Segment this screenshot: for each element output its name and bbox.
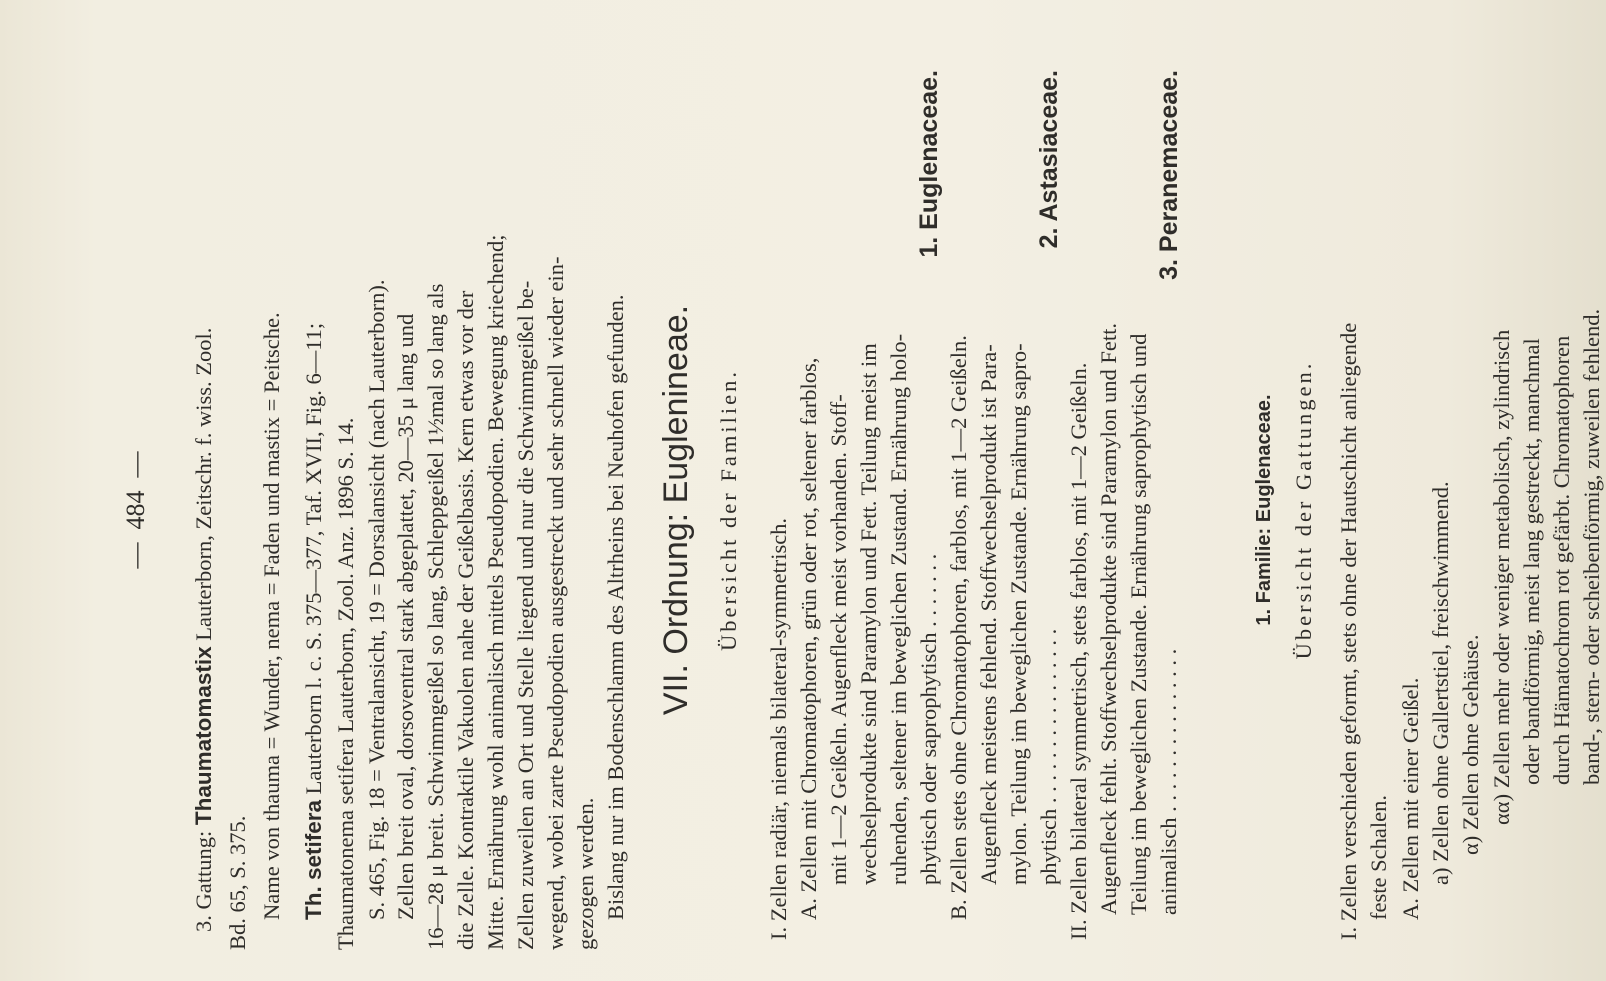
family-astasiaceae: 2. Astasiaceae. [1035, 70, 1063, 249]
order-subtitle: Übersicht der Familien. [716, 368, 741, 652]
family-line-9: band-, stern- oder scheibenförmig, zuweilen fehlend. [1579, 308, 1604, 785]
species-name: Th. setifera [301, 799, 326, 920]
order-line-14: animalisch . . . . . . . . . . . . . . . 3. Peranemaceae. [1155, 70, 1183, 915]
species-line-8: Zellen zuweilen an Ort und Stelle liegend und nur die Schwimmgeißel be- [513, 280, 538, 950]
genus-line-1: 3. Gattung: Thaumatomastix Lauterborn, Zeitschr. f. wiss. Zool. [191, 327, 216, 932]
family-line-8: durch Hämatochrom rot gefärbt. Chromatophoren [1549, 335, 1574, 785]
species-line-10: gezogen werden. [573, 797, 598, 950]
order-title: VII. Ordnung: Euglenineae. [657, 304, 695, 716]
family-line-2: feste Schalen. [1366, 795, 1391, 920]
family-line-5: α) Zellen ohne Gehäuse. [1458, 634, 1483, 855]
order-line-11: II. Zellen bilateral symmetrisch, stets farblos, mit 1—2 Geißeln. [1066, 362, 1091, 940]
order-line-8: Augenfleck meistens fehlend. Stoffwechselprodukt ist Para- [976, 344, 1001, 885]
order-line-2: A. Zellen mit Chromatophoren, grün oder rot, seltener farblos, [796, 357, 821, 920]
order-line-9: mylon. Teilung im beweglichen Zustande. Ernährung sapro- [1006, 343, 1031, 885]
family-peranemaceae: 3. Peranemaceae. [1155, 70, 1183, 280]
species-line-4: Zellen breit oval, dorsoventral stark abgeplattet, 20—35 μ lang und [393, 313, 418, 920]
species-line-2: Thaumatonema setifera Lauterborn, Zool. Anz. 1896 S. 14. [333, 417, 358, 950]
family-line-7: oder bandförmig, meist lang gestreckt, manchmal [1519, 338, 1544, 785]
species-line-3: S. 465, Fig. 18 = Ventralansicht, 19 = Dorsalansicht (nach Lauterborn). [364, 279, 389, 920]
order-line-5: ruhenden, seltener im beweglichen Zustand. Ernährung holo- [886, 333, 911, 885]
family-euglenaceae: 1. Euglenaceae. [915, 70, 943, 258]
order-line-4: wechselprodukte sind Paramylon und Fett. Teilung meist im [856, 343, 881, 885]
genus-line-2: Bd. 65, S. 375. [225, 815, 250, 950]
order-line-3: mit 1—2 Geißeln. Augenfleck meist vorhanden. Stoff- [826, 394, 851, 885]
family-line-3: A. Zellen mit einer Geißel. [1398, 677, 1423, 920]
genus-name: Thaumatomastix [191, 646, 216, 826]
family-title: 1. Familie: Euglenaceae. [1253, 394, 1275, 626]
species-line-1: Th. setifera Lauterborn l. c. S. 375—377, Taf. XVII, Fig. 6—11; [301, 322, 326, 920]
order-line-1: I. Zellen radiär, niemals bilateral-symmetrisch. [766, 517, 791, 940]
species-line-5: 16—28 μ breit. Schwimmgeißel so lang, Schleppgeißel 1½mal so lang als [423, 283, 448, 950]
species-line-7: Mitte. Ernährung wohl animalisch mittels Pseudopodien. Bewegung kriechend; [483, 234, 508, 950]
order-line-10: phytisch . . . . . . . . . . . . . . . . 2. Astasiaceae. [1035, 70, 1063, 885]
rotated-book-page [100, 70, 1604, 950]
order-line-6: phytisch oder saprophytisch . . . . . . . 1. Euglenaceae. [915, 70, 943, 885]
family-line-4: a) Zellen ohne Gallertstiel, freischwimmend. [1428, 481, 1453, 885]
page-number: — 484 — [121, 451, 150, 569]
species-line-11: Bislang nur im Bodenschlamm des Altrheins bei Neuhofen gefunden. [603, 294, 628, 920]
family-line-6: αα) Zellen mehr oder weniger metabolisch, zylindrisch [1489, 329, 1514, 825]
order-line-7: B. Zellen stets ohne Chromatophoren, farblos, mit 1—2 Geißeln. [946, 335, 971, 920]
order-line-13: Teilung im beweglichen Zustande. Ernährung saprophytisch und [1126, 333, 1151, 915]
genus-line-3: Name von thauma = Wunder, nema = Faden und mastix = Peitsche. [259, 312, 284, 920]
species-line-9: wegend, wobei zarte Pseudopodien ausgestreckt und sehr schnell wieder ein- [543, 256, 568, 950]
species-line-6: die Zelle. Kontraktile Vakuolen nahe der Geißelbasis. Kern etwas vor der [453, 290, 478, 950]
family-subtitle: Übersicht der Gattungen. [1291, 360, 1316, 660]
order-line-12: Augenfleck fehlt. Stoffwechselprodukte sind Paramylon und Fett. [1096, 323, 1121, 915]
family-line-1: I. Zellen verschieden geformt, stets ohne der Hautschicht anliegende [1336, 322, 1361, 940]
